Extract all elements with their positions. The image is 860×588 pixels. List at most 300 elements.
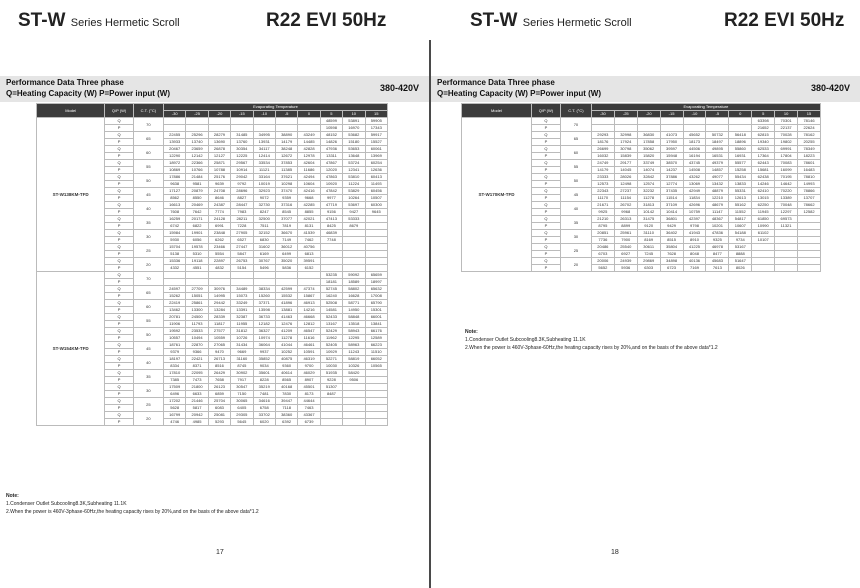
value-cell: 34898 bbox=[660, 258, 683, 265]
value-cell: 25176 bbox=[208, 174, 230, 181]
value-cell: 17509 bbox=[163, 384, 185, 391]
table-header-row bbox=[37, 104, 388, 111]
value-cell: 21671 bbox=[591, 202, 614, 209]
value-cell: 31160 bbox=[231, 356, 253, 363]
value-cell: 9968 bbox=[614, 209, 637, 216]
value-cell: 20851 bbox=[591, 230, 614, 237]
value-cell: 55577 bbox=[729, 160, 752, 167]
qp-cell: P bbox=[105, 251, 133, 258]
value-cell: 8899 bbox=[614, 223, 637, 230]
value-cell: 62815 bbox=[752, 132, 775, 139]
value-cell: 14581 bbox=[320, 307, 342, 314]
value-cell: 14485 bbox=[298, 139, 320, 146]
right-note-title: Note: bbox=[465, 329, 478, 335]
value-cell: 13389 bbox=[775, 195, 798, 202]
value-cell: 11686 bbox=[298, 167, 320, 174]
evap-temp-header: Evaporating Temperature bbox=[163, 104, 387, 111]
ct-cell: 30 bbox=[560, 230, 591, 244]
value-cell: 13690 bbox=[208, 139, 230, 146]
value-cell: 18589 bbox=[343, 279, 365, 286]
left-series-title: ST-W Series Hermetic Scroll bbox=[18, 10, 180, 31]
value-cell: 4332 bbox=[163, 265, 185, 272]
value-cell: 36012 bbox=[275, 244, 297, 251]
value-cell bbox=[163, 272, 185, 279]
temp-col-header: -15 bbox=[231, 111, 253, 118]
value-cell: 19592 bbox=[163, 328, 185, 335]
value-cell: 28026 bbox=[614, 174, 637, 181]
value-cell: 11510 bbox=[365, 349, 388, 356]
value-cell: 9325 bbox=[706, 237, 729, 244]
value-cell: 29442 bbox=[208, 300, 230, 307]
value-cell: 54188 bbox=[729, 230, 752, 237]
value-cell: 66052 bbox=[365, 356, 388, 363]
value-cell bbox=[208, 125, 230, 132]
value-cell: 14045 bbox=[614, 167, 637, 174]
value-cell: 6813 bbox=[298, 251, 320, 258]
value-cell: 13015 bbox=[752, 195, 775, 202]
value-cell: 7463 bbox=[298, 405, 320, 412]
value-cell: 15532 bbox=[275, 293, 297, 300]
value-cell: 7150 bbox=[231, 391, 253, 398]
value-cell: 10507 bbox=[365, 195, 388, 202]
value-cell bbox=[798, 230, 821, 237]
value-cell bbox=[775, 244, 798, 251]
value-cell: 10990 bbox=[752, 223, 775, 230]
value-cell: 15867 bbox=[298, 293, 320, 300]
value-cell: 65632 bbox=[365, 286, 388, 293]
value-cell bbox=[343, 244, 365, 251]
value-cell: 26699 bbox=[591, 146, 614, 153]
value-cell: 36402 bbox=[660, 230, 683, 237]
qp-cell: Q bbox=[105, 174, 133, 181]
value-cell: 17127 bbox=[163, 188, 185, 195]
value-cell: 51647 bbox=[729, 258, 752, 265]
value-cell: 27237 bbox=[614, 188, 637, 195]
qp-cell: P bbox=[105, 265, 133, 272]
qp-cell: Q bbox=[105, 314, 133, 321]
value-cell: 32232 bbox=[637, 188, 660, 195]
value-cell: 8679 bbox=[343, 223, 365, 230]
value-cell: 51307 bbox=[320, 384, 342, 391]
value-cell: 7245 bbox=[637, 251, 660, 258]
value-cell: 9925 bbox=[591, 209, 614, 216]
value-cell: 32998 bbox=[614, 132, 637, 139]
value-cell: 20006 bbox=[591, 258, 614, 265]
value-cell bbox=[343, 419, 365, 426]
value-cell: 11945 bbox=[752, 209, 775, 216]
value-cell: 12672 bbox=[275, 153, 297, 160]
value-cell: 9360 bbox=[275, 363, 297, 370]
value-cell: 40136 bbox=[683, 258, 706, 265]
value-cell: 28279 bbox=[208, 132, 230, 139]
ct-cell: 25 bbox=[133, 244, 163, 258]
value-cell bbox=[320, 405, 342, 412]
value-cell: 8550 bbox=[186, 195, 208, 202]
qp-cell: P bbox=[105, 125, 133, 132]
value-cell: 11321 bbox=[775, 223, 798, 230]
value-cell: 9638 bbox=[163, 181, 185, 188]
value-cell: 6703 bbox=[591, 251, 614, 258]
qp-cell: Q bbox=[105, 286, 133, 293]
value-cell: 22870 bbox=[186, 342, 208, 349]
value-cell: 34489 bbox=[231, 286, 253, 293]
value-cell: 20942 bbox=[186, 412, 208, 419]
value-cell: 11121 bbox=[253, 167, 275, 174]
qp-header: Q/P (W) bbox=[105, 104, 133, 118]
left-perf-label: Performance Data Three phase bbox=[6, 78, 124, 87]
value-cell: 65790 bbox=[365, 300, 388, 307]
value-cell: 46319 bbox=[298, 356, 320, 363]
value-cell: 8371 bbox=[186, 363, 208, 370]
value-cell: 78601 bbox=[798, 160, 821, 167]
temp-col-header: -5 bbox=[706, 111, 729, 118]
ct-cell: 50 bbox=[133, 174, 163, 188]
value-cell: 45652 bbox=[683, 132, 706, 139]
qp-cell: Q bbox=[531, 118, 560, 125]
value-cell: 26878 bbox=[208, 146, 230, 153]
value-cell: 7658 bbox=[208, 377, 230, 384]
value-cell: 13931 bbox=[253, 139, 275, 146]
value-cell: 30354 bbox=[231, 146, 253, 153]
value-cell bbox=[365, 244, 388, 251]
model-header: Model bbox=[37, 104, 105, 118]
temp-col-header: -25 bbox=[186, 111, 208, 118]
value-cell: 43249 bbox=[298, 132, 320, 139]
ct-cell: 40 bbox=[560, 202, 591, 216]
value-cell: 26313 bbox=[614, 216, 637, 223]
value-cell: 21446 bbox=[186, 398, 208, 405]
value-cell bbox=[591, 118, 614, 125]
value-cell: 9120 bbox=[637, 223, 660, 230]
value-cell: 4985 bbox=[186, 419, 208, 426]
value-cell: 8855 bbox=[298, 209, 320, 216]
value-cell: 4832 bbox=[208, 265, 230, 272]
value-cell: 7748 bbox=[320, 237, 342, 244]
value-cell: 70048 bbox=[775, 202, 798, 209]
ct-cell: 70 bbox=[133, 272, 163, 286]
value-cell bbox=[231, 279, 253, 286]
qp-cell: Q bbox=[105, 230, 133, 237]
value-cell: 14508 bbox=[683, 167, 706, 174]
value-cell: 21652 bbox=[752, 125, 775, 132]
value-cell: 78810 bbox=[798, 174, 821, 181]
value-cell: 45501 bbox=[298, 384, 320, 391]
value-cell bbox=[798, 216, 821, 223]
qp-cell: Q bbox=[105, 244, 133, 251]
value-cell: 7118 bbox=[275, 405, 297, 412]
value-cell: 29177 bbox=[614, 160, 637, 167]
value-cell: 10920 bbox=[320, 181, 342, 188]
value-cell: 25081 bbox=[208, 412, 230, 419]
temp-col-header: -10 bbox=[253, 111, 275, 118]
value-cell: 8516 bbox=[208, 363, 230, 370]
value-cell: 12341 bbox=[343, 167, 365, 174]
value-cell: 7900 bbox=[614, 237, 637, 244]
value-cell: 6758 bbox=[253, 405, 275, 412]
value-cell: 38570 bbox=[660, 160, 683, 167]
value-cell: 8745 bbox=[231, 363, 253, 370]
qp-cell: Q bbox=[105, 370, 133, 377]
value-cell: 24500 bbox=[186, 314, 208, 321]
value-cell: 41463 bbox=[275, 314, 297, 321]
value-cell: 47719 bbox=[320, 202, 342, 209]
value-cell: 42416 bbox=[298, 188, 320, 195]
value-cell: 41044 bbox=[275, 342, 297, 349]
value-cell: 27905 bbox=[231, 230, 253, 237]
qp-cell: P bbox=[105, 209, 133, 216]
qp-cell: Q bbox=[105, 300, 133, 307]
value-cell: 11243 bbox=[343, 349, 365, 356]
qp-cell: Q bbox=[105, 356, 133, 363]
value-cell: 28447 bbox=[231, 202, 253, 209]
value-cell bbox=[186, 125, 208, 132]
value-cell: 43367 bbox=[298, 412, 320, 419]
qp-cell: Q bbox=[531, 202, 560, 209]
value-cell: 11170 bbox=[591, 195, 614, 202]
value-cell: 10869 bbox=[163, 167, 185, 174]
value-cell: 58943 bbox=[343, 328, 365, 335]
value-cell: 37470 bbox=[275, 188, 297, 195]
value-cell: 30798 bbox=[614, 146, 637, 153]
value-cell: 10929 bbox=[320, 349, 342, 356]
value-cell: 8827 bbox=[231, 195, 253, 202]
value-cell: 18181 bbox=[320, 279, 342, 286]
qp-cell: P bbox=[531, 153, 560, 160]
temp-col-header: 0 bbox=[298, 111, 320, 118]
value-cell: 13598 bbox=[253, 307, 275, 314]
value-cell bbox=[775, 237, 798, 244]
value-cell: 29567 bbox=[231, 160, 253, 167]
value-cell bbox=[660, 125, 683, 132]
value-cell bbox=[298, 279, 320, 286]
value-cell: 12574 bbox=[637, 181, 660, 188]
value-cell: 36327 bbox=[253, 328, 275, 335]
value-cell: 28211 bbox=[231, 216, 253, 223]
value-cell: 6303 bbox=[637, 265, 660, 272]
value-cell: 62410 bbox=[752, 188, 775, 195]
value-cell: 39447 bbox=[275, 398, 297, 405]
value-cell bbox=[775, 258, 798, 265]
value-cell: 33534 bbox=[253, 160, 275, 167]
value-cell: 52429 bbox=[320, 328, 342, 335]
value-cell: 26753 bbox=[231, 258, 253, 265]
value-cell: 5930 bbox=[163, 237, 185, 244]
value-cell: 46913 bbox=[298, 300, 320, 307]
ct-cell: 25 bbox=[560, 244, 591, 258]
qp-cell: Q bbox=[105, 202, 133, 209]
value-cell: 8487 bbox=[320, 391, 342, 398]
value-cell bbox=[275, 279, 297, 286]
value-cell: 29869 bbox=[637, 258, 660, 265]
value-cell bbox=[365, 370, 388, 377]
value-cell: 60061 bbox=[365, 146, 388, 153]
value-cell: 9581 bbox=[186, 181, 208, 188]
temp-col-header: 10 bbox=[343, 111, 365, 118]
value-cell bbox=[798, 237, 821, 244]
value-cell: 52508 bbox=[320, 300, 342, 307]
value-cell: 13707 bbox=[798, 195, 821, 202]
value-cell: 25861 bbox=[186, 300, 208, 307]
value-cell: 10974 bbox=[253, 335, 275, 342]
value-cell: 33164 bbox=[253, 174, 275, 181]
value-cell bbox=[365, 384, 388, 391]
qp-cell: Q bbox=[531, 216, 560, 223]
value-cell: 30065 bbox=[231, 398, 253, 405]
value-cell: 15180 bbox=[343, 139, 365, 146]
right-series-title: ST-W Series Hermetic Scroll bbox=[470, 10, 632, 31]
value-cell bbox=[253, 272, 275, 279]
qp-cell: P bbox=[105, 195, 133, 202]
value-cell: 6927 bbox=[614, 251, 637, 258]
value-cell: 30767 bbox=[253, 258, 275, 265]
value-cell: 53697 bbox=[343, 202, 365, 209]
value-cell: 41943 bbox=[683, 230, 706, 237]
value-cell: 6739 bbox=[298, 419, 320, 426]
value-cell: 60300 bbox=[365, 202, 388, 209]
value-cell bbox=[275, 272, 297, 279]
value-cell: 60413 bbox=[365, 174, 388, 181]
value-cell: 24128 bbox=[208, 216, 230, 223]
value-cell: 32152 bbox=[253, 230, 275, 237]
value-cell: 55331 bbox=[729, 188, 752, 195]
value-cell: 41539 bbox=[298, 230, 320, 237]
qp-cell: Q bbox=[105, 342, 133, 349]
value-cell: 10107 bbox=[752, 237, 775, 244]
temp-col-header: 15 bbox=[798, 111, 821, 118]
value-cell bbox=[343, 384, 365, 391]
value-cell: 61850 bbox=[752, 216, 775, 223]
value-cell: 39591 bbox=[298, 258, 320, 265]
value-cell: 46668 bbox=[298, 314, 320, 321]
value-cell: 5936 bbox=[614, 265, 637, 272]
value-cell bbox=[208, 279, 230, 286]
value-cell: 6991 bbox=[208, 223, 230, 230]
value-cell: 37621 bbox=[275, 174, 297, 181]
value-cell: 12812 bbox=[298, 321, 320, 328]
value-cell: 16032 bbox=[591, 153, 614, 160]
value-cell: 37886 bbox=[660, 174, 683, 181]
value-cell: 21210 bbox=[591, 216, 614, 223]
value-cell: 46547 bbox=[298, 328, 320, 335]
qp-cell: Q bbox=[531, 146, 560, 153]
value-cell: 13432 bbox=[706, 181, 729, 188]
temp-col-header: -10 bbox=[683, 111, 706, 118]
value-cell: 9506 bbox=[343, 377, 365, 384]
temp-col-header: -20 bbox=[208, 111, 230, 118]
value-cell: 35062 bbox=[637, 146, 660, 153]
value-cell: 29293 bbox=[591, 132, 614, 139]
value-cell: 66001 bbox=[365, 314, 388, 321]
value-cell: 18972 bbox=[163, 160, 185, 167]
value-cell bbox=[798, 223, 821, 230]
value-cell bbox=[343, 391, 365, 398]
qp-cell: P bbox=[105, 139, 133, 146]
right-page-number: 18 bbox=[611, 549, 619, 556]
value-cell: 5847 bbox=[231, 251, 253, 258]
right-q-line: Q=Heating Capacity (W) P=Power input (W) bbox=[437, 89, 602, 98]
value-cell: 6633 bbox=[186, 391, 208, 398]
value-cell: 21484 bbox=[186, 174, 208, 181]
value-cell: 46978 bbox=[706, 244, 729, 251]
value-cell: 13462 bbox=[163, 307, 185, 314]
value-cell: 12774 bbox=[660, 181, 683, 188]
value-cell: 25704 bbox=[208, 398, 230, 405]
value-cell: 14216 bbox=[298, 307, 320, 314]
value-cell: 12290 bbox=[163, 153, 185, 160]
value-cell: 26713 bbox=[208, 356, 230, 363]
value-cell: 52433 bbox=[320, 314, 342, 321]
value-cell bbox=[660, 118, 683, 125]
value-cell: 16970 bbox=[343, 125, 365, 132]
value-cell: 16931 bbox=[729, 153, 752, 160]
value-cell: 53333 bbox=[343, 216, 365, 223]
value-cell: 15704 bbox=[163, 244, 185, 251]
value-cell: 6056 bbox=[186, 237, 208, 244]
value-cell: 18997 bbox=[365, 279, 388, 286]
value-cell: 60254 bbox=[365, 160, 388, 167]
value-cell: 28339 bbox=[208, 314, 230, 321]
ct-cell: 40 bbox=[133, 356, 163, 370]
qp-cell: Q bbox=[105, 216, 133, 223]
value-cell: 31812 bbox=[231, 328, 253, 335]
ct-cell: 30 bbox=[133, 230, 163, 244]
value-cell bbox=[343, 230, 365, 237]
qp-cell: Q bbox=[105, 160, 133, 167]
value-cell: 7149 bbox=[275, 237, 297, 244]
left-page-number: 17 bbox=[216, 549, 224, 556]
value-cell: 21800 bbox=[186, 384, 208, 391]
value-cell: 32923 bbox=[253, 188, 275, 195]
value-cell: 15984 bbox=[163, 230, 185, 237]
value-cell: 42949 bbox=[683, 188, 706, 195]
table-row bbox=[37, 118, 388, 125]
value-cell: 47842 bbox=[320, 188, 342, 195]
table-row bbox=[462, 118, 821, 125]
ct-cell: 50 bbox=[560, 174, 591, 188]
value-cell bbox=[275, 118, 297, 125]
value-cell: 15527 bbox=[365, 139, 388, 146]
value-cell bbox=[320, 398, 342, 405]
value-cell: 13833 bbox=[729, 181, 752, 188]
qp-cell: Q bbox=[531, 132, 560, 139]
value-cell: 37435 bbox=[660, 188, 683, 195]
value-cell: 30611 bbox=[637, 244, 660, 251]
value-cell: 26429 bbox=[208, 370, 230, 377]
value-cell: 7608 bbox=[163, 209, 185, 216]
value-cell: 14857 bbox=[706, 167, 729, 174]
ct-cell: 20 bbox=[133, 412, 163, 426]
value-cell: 12020 bbox=[320, 167, 342, 174]
qp-cell: P bbox=[531, 251, 560, 258]
value-cell: 37853 bbox=[275, 160, 297, 167]
value-cell: 8888 bbox=[729, 251, 752, 258]
value-cell bbox=[343, 265, 365, 272]
value-cell: 11906 bbox=[163, 321, 185, 328]
temp-col-header: 0 bbox=[729, 111, 752, 118]
ct-cell: 35 bbox=[560, 216, 591, 230]
value-cell: 42021 bbox=[298, 216, 320, 223]
value-cell: 63398 bbox=[752, 118, 775, 125]
value-cell bbox=[752, 258, 775, 265]
value-cell bbox=[683, 125, 706, 132]
value-cell: 10557 bbox=[163, 335, 185, 342]
value-cell: 22897 bbox=[208, 258, 230, 265]
value-cell: 35601 bbox=[253, 370, 275, 377]
value-cell bbox=[729, 118, 752, 125]
value-cell: 23659 bbox=[186, 146, 208, 153]
value-cell: 5496 bbox=[253, 265, 275, 272]
value-cell: 42285 bbox=[298, 202, 320, 209]
